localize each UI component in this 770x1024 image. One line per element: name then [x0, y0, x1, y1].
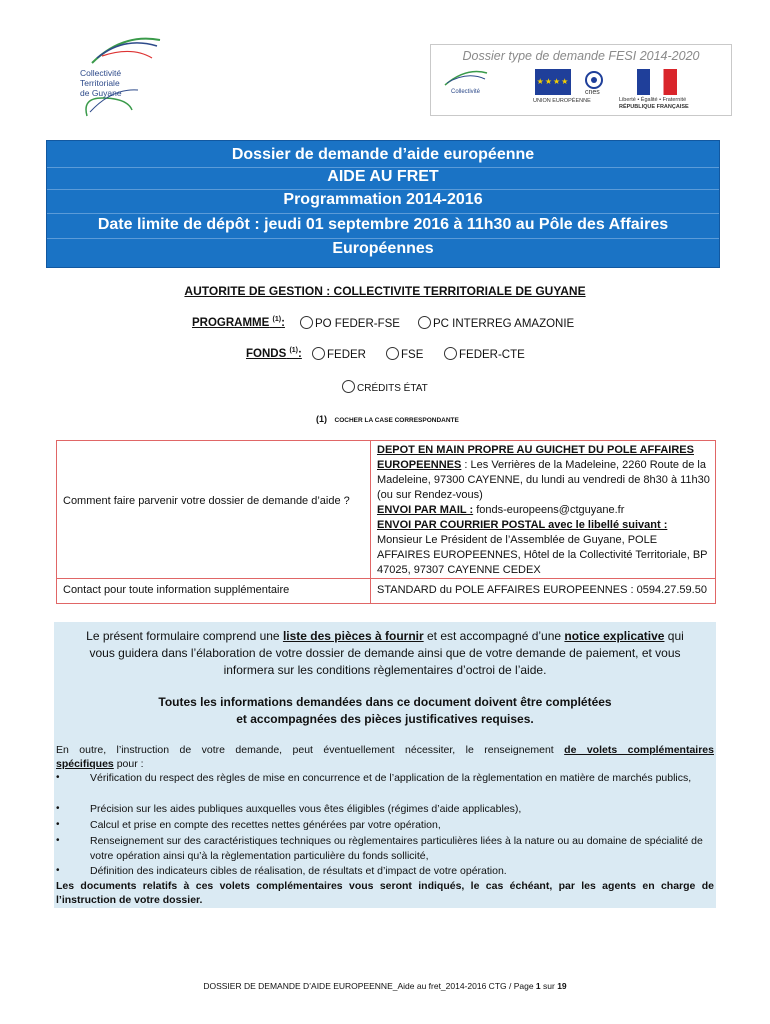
notice-p1-line3: informera sur les conditions règlementaires d’octroi de l’aide. — [223, 663, 547, 677]
fonds-option-feder-cte[interactable]: FEDER-CTE — [444, 347, 525, 361]
fonds-option-fse[interactable]: FSE — [386, 347, 423, 361]
bullet-icon: • — [56, 865, 60, 876]
depot-text: : Les Verrières de la Madeleine, 2260 Route de la Madeleine, 97300 CAYENNE, du lundi au vendredi de 8h30 à 11h30 (ou sur Rendez-vous) — [377, 459, 710, 501]
depot-title: DEPOT EN MAIN PROPRE AU GUICHET DU POLE AFFAIRES EUROPEENNES — [377, 444, 694, 471]
fesi-header-box — [430, 44, 732, 116]
radio-button[interactable] — [312, 347, 325, 360]
cnes-logo-icon — [579, 67, 609, 107]
bullet-item: Calcul et prise en compte des recettes nettes générées par votre opération, — [90, 819, 441, 831]
french-republic-flag-icon — [637, 69, 677, 95]
radio-button[interactable] — [300, 316, 313, 329]
title-line-5: Européennes — [332, 240, 434, 257]
fonds-label: FONDS $^{(1)}$: — [246, 347, 302, 360]
fonds-option-feder[interactable]: FEDER — [312, 347, 366, 361]
programme-option-po-feder-fse[interactable]: PO FEDER-FSE — [300, 316, 400, 330]
title-line-2: AIDE AU FRET — [327, 168, 439, 185]
notice-p1-line2: vous guidera dans l’élaboration de votre dossier de demande ainsi que de votre demande de paiement, et vous — [89, 646, 681, 660]
fr-label: RÉPUBLIQUE FRANÇAISE — [619, 104, 689, 110]
bullet-icon: • — [56, 835, 60, 846]
post-title: ENVOI PAR COURRIER POSTAL avec le libellé suivant : — [377, 519, 668, 531]
notice-p1-line1: Le présent formulaire comprend une liste des pièces à fournir et est accompagné d’une notice explicative qui — [86, 629, 684, 643]
mail-title: ENVOI PAR MAIL : — [377, 504, 474, 516]
bullet-item: Renseignement sur des caractéristiques techniques ou règlementaires particulières liées à la nature ou au domaine de spécialité de votre opération ainsi qu’à la règlementation particulière du fonds sollicité, — [90, 835, 703, 862]
cnes-label: cnes — [585, 89, 600, 96]
ctg-mini-logo — [441, 67, 491, 107]
ctg-logo — [72, 28, 167, 118]
info-table — [56, 440, 716, 604]
svg-text:Collectivité: Collectivité — [451, 89, 481, 95]
notice-p2-line2: et accompagnées des pièces justificatives requises. — [236, 712, 534, 726]
table-row1-right — [377, 443, 711, 578]
bullet-item: Précision sur les aides publiques auxquelles vous êtes éligibles (régimes d’aide applicables), — [90, 803, 522, 815]
autorite-de-gestion: AUTORITE DE GESTION : COLLECTIVITE TERRITORIALE DE GUYANE — [184, 284, 586, 298]
post-address: Monsieur Le Président de l’Assemblée de Guyane, POLE AFFAIRES EUROPEENNES, Hôtel de la Collectivité Territoriale, BP 47025, 97307 CAYENNE CEDEX — [377, 534, 708, 576]
programme-label: PROGRAMME $^{(1)}$: — [192, 316, 285, 329]
table-row1-left: Comment faire parvenir votre dossier de demande d’aide ? — [63, 495, 350, 507]
bullet-icon: • — [56, 819, 60, 830]
eu-caption: UNION EUROPÉENNE — [533, 98, 591, 104]
title-line-4: Date limite de dépôt : jeudi 01 septembre 2016 à 11h30 au Pôle des Affaires — [97, 216, 669, 233]
notice-closing: Les documents relatifs à ces volets complémentaires vous seront indiqués, le cas échéant, par les agents en charge de l’instruction de votre dossier. — [56, 880, 714, 906]
notice-p3-line2: spécifiques pour : — [56, 758, 144, 770]
mail-address[interactable]: fonds-europeens@ctguyane.fr — [473, 504, 625, 516]
table-row2-right: STANDARD du POLE AFFAIRES EUROPEENNES : 0594.27.59.50 — [377, 584, 707, 596]
notice-block — [54, 622, 716, 908]
title-line-3: Programmation 2014-2016 — [283, 191, 483, 208]
radio-button[interactable] — [444, 347, 457, 360]
notice-p2-line1: Toutes les informations demandées dans ce document doivent être complétées — [158, 695, 612, 709]
page-footer: DOSSIER DE DEMANDE D’AIDE EUROPEENNE_Aide au fret_2014-2016 CTG / Page 1 sur 19 — [203, 981, 567, 991]
title-block — [46, 140, 720, 268]
eu-flag-icon: ★★★★ — [535, 69, 571, 95]
programme-option-pc-interreg[interactable]: PC INTERREG AMAZONIE — [418, 316, 574, 330]
bullet-icon: • — [56, 803, 60, 814]
note: (1) COCHER LA CASE CORRESPONDANTE — [316, 414, 459, 424]
notice-p3-line1: En outre, l’instruction de votre demande, peut éventuellement nécessiter, le renseignement de volets complémentaires — [56, 744, 714, 756]
fr-motto: Liberté • Égalité • Fraternité — [619, 97, 687, 103]
radio-button[interactable] — [418, 316, 431, 329]
partner-logos — [437, 67, 725, 111]
radio-button[interactable] — [342, 380, 355, 393]
title-line-1: Dossier de demande d’aide européenne — [231, 146, 535, 163]
bullet-icon: • — [56, 772, 60, 783]
ctg-logo-text: Collectivité Territoriale de Guyane — [80, 68, 122, 98]
radio-button[interactable] — [386, 347, 399, 360]
table-row2-left: Contact pour toute information supplémentaire — [63, 584, 290, 596]
fonds-option-credits-etat[interactable]: CRÉDITS ÉTAT — [342, 380, 428, 394]
bullet-item: Définition des indicateurs cibles de réalisation, de résultats et d’impact de votre opération. — [90, 865, 507, 877]
fesi-header-title: Dossier type de demande FESI 2014-2020 — [462, 49, 700, 63]
bullet-item: Vérification du respect des règles de mise en concurrence et de l’application de la règlementation en matière de marchés publics, — [90, 772, 692, 784]
